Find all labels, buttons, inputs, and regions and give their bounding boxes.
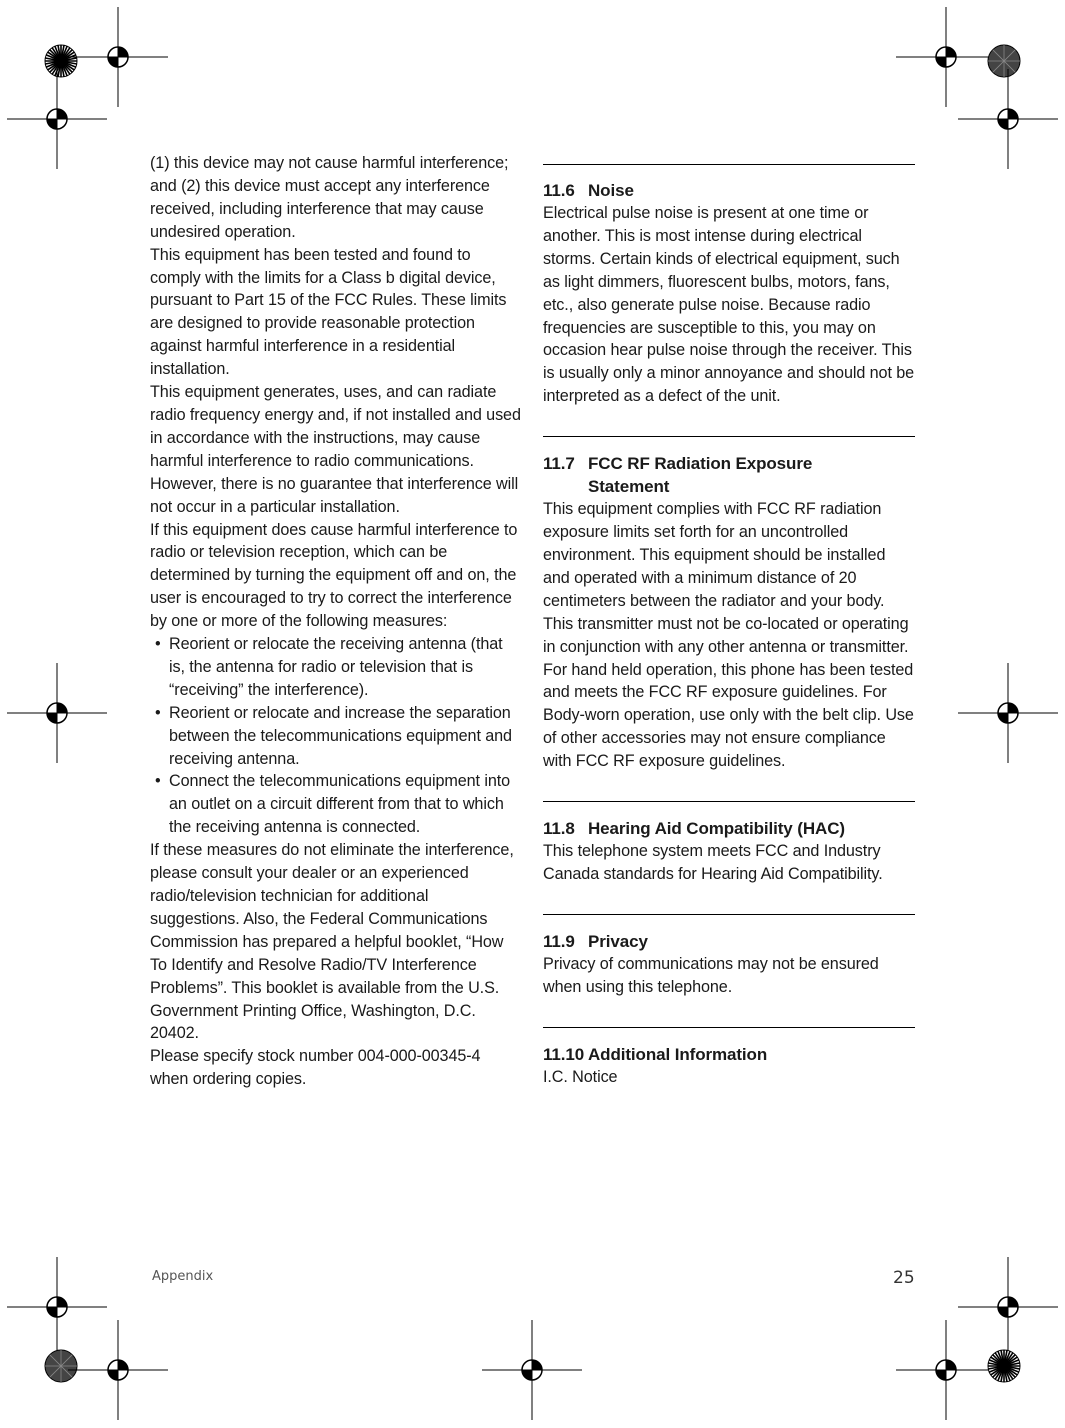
section-noise xyxy=(543,164,915,408)
left-column xyxy=(150,152,522,1091)
fcc-paragraph-4: If these measures do not eliminate the interference, please consult your dealer or an experienced radio/television technician for additional suggestions. Also, the Federal Communications Commission has prepared a helpful booklet, “How To Identify and Resolve Radio/TV Interference Problems”. This booklet is available from the U.S. Government Printing Office, Washington, D.C. 20402. xyxy=(150,841,514,1043)
section-body: I.C. Notice xyxy=(543,1067,618,1086)
right-column xyxy=(543,164,915,1089)
list-item: • Reorient or relocate the receiving antenna (that is, the antenna for radio or television that is “receiving” the interference). xyxy=(155,635,503,699)
section-privacy xyxy=(543,914,915,999)
section-additional-info xyxy=(543,1027,915,1089)
list-item: • Reorient or relocate and increase the separation between the telecommunications equipment and receiving antenna. xyxy=(155,703,512,768)
bullet-icon: • xyxy=(155,635,161,654)
list-item: • Connect the telecommunications equipment into an outlet on a circuit different from that to which the receiving antenna is connected. xyxy=(155,772,511,837)
section-hac xyxy=(543,801,915,886)
section-heading: 11.7 FCC RF Radiation Exposure Statement xyxy=(543,454,813,497)
section-heading: 11.6 Noise xyxy=(543,181,634,200)
section-body: Privacy of communications may not be ensured when using this telephone. xyxy=(543,954,879,996)
section-heading: 11.9 Privacy xyxy=(543,931,648,951)
bullet-icon: • xyxy=(155,772,161,791)
fcc-paragraph-5: Please specify stock number 004-000-00345-4 when ordering copies. xyxy=(150,1047,481,1089)
section-heading: 11.10 Additional Information xyxy=(543,1044,768,1064)
section-heading: 11.8 Hearing Aid Compatibility (HAC) xyxy=(543,819,845,839)
fcc-paragraph-2: This equipment generates, uses, and can radiate radio frequency energy and, if not installed and used in accordance with the instructions, may cause harmful interference to radio communications. However, there is no guarantee that interference will not occur in a particular installation. xyxy=(150,383,521,516)
section-body: This telephone system meets FCC and Industry Canada standards for Hearing Aid Compatibility. xyxy=(543,842,883,883)
page-number: 25 xyxy=(893,1268,915,1288)
fcc-paragraph-3: If this equipment does cause harmful interference to radio or television reception, which can be determined by turning the equipment off and on, the user is encouraged to try to correct the interference by one or more of the following measures: xyxy=(150,520,518,631)
section-body-2: For hand held operation, this phone has been tested and meets the FCC RF exposure guidelines. For Body-worn operation, use only with the belt clip. Use of other accessories may not ensure compliance with FCC RF exposure guidelines. xyxy=(543,660,914,771)
intro-paragraph: (1) this device may not cause harmful interference; and (2) this device must accept any interference received, including interference that may cause undesired operation. xyxy=(150,154,509,241)
section-fcc-rf xyxy=(543,436,915,773)
section-body: This equipment complies with FCC RF radiation exposure limits set forth for an uncontrolled environment. This equipment should be installed and operated with a minimum distance of 20 centimeters between the radiator and your body. This transmitter must not be co-located or operating in conjunction with any other antenna or transmitter. xyxy=(543,500,909,656)
bullet-icon: • xyxy=(155,703,161,722)
measures-list xyxy=(150,633,522,839)
section-body: Electrical pulse noise is present at one time or another. This is most intense during electrical storms. Certain kinds of electrical equipment, such as light dimmers, fluorescent bulbs, motors, fans, etc., also generate pulse noise. Because radio frequencies are susceptible to this, you may on occasion hear pulse noise through the receiver. This is usually only a minor annoyance and should not be interpreted as a defect of the unit. xyxy=(543,204,915,406)
footer-label: Appendix xyxy=(152,1269,214,1284)
fcc-paragraph-1: This equipment has been tested and found to comply with the limits for a Class b digital device, pursuant to Part 15 of the FCC Rules. These limits are designed to provide reasonable protection against harmful interference in a residential installation. xyxy=(150,245,507,379)
